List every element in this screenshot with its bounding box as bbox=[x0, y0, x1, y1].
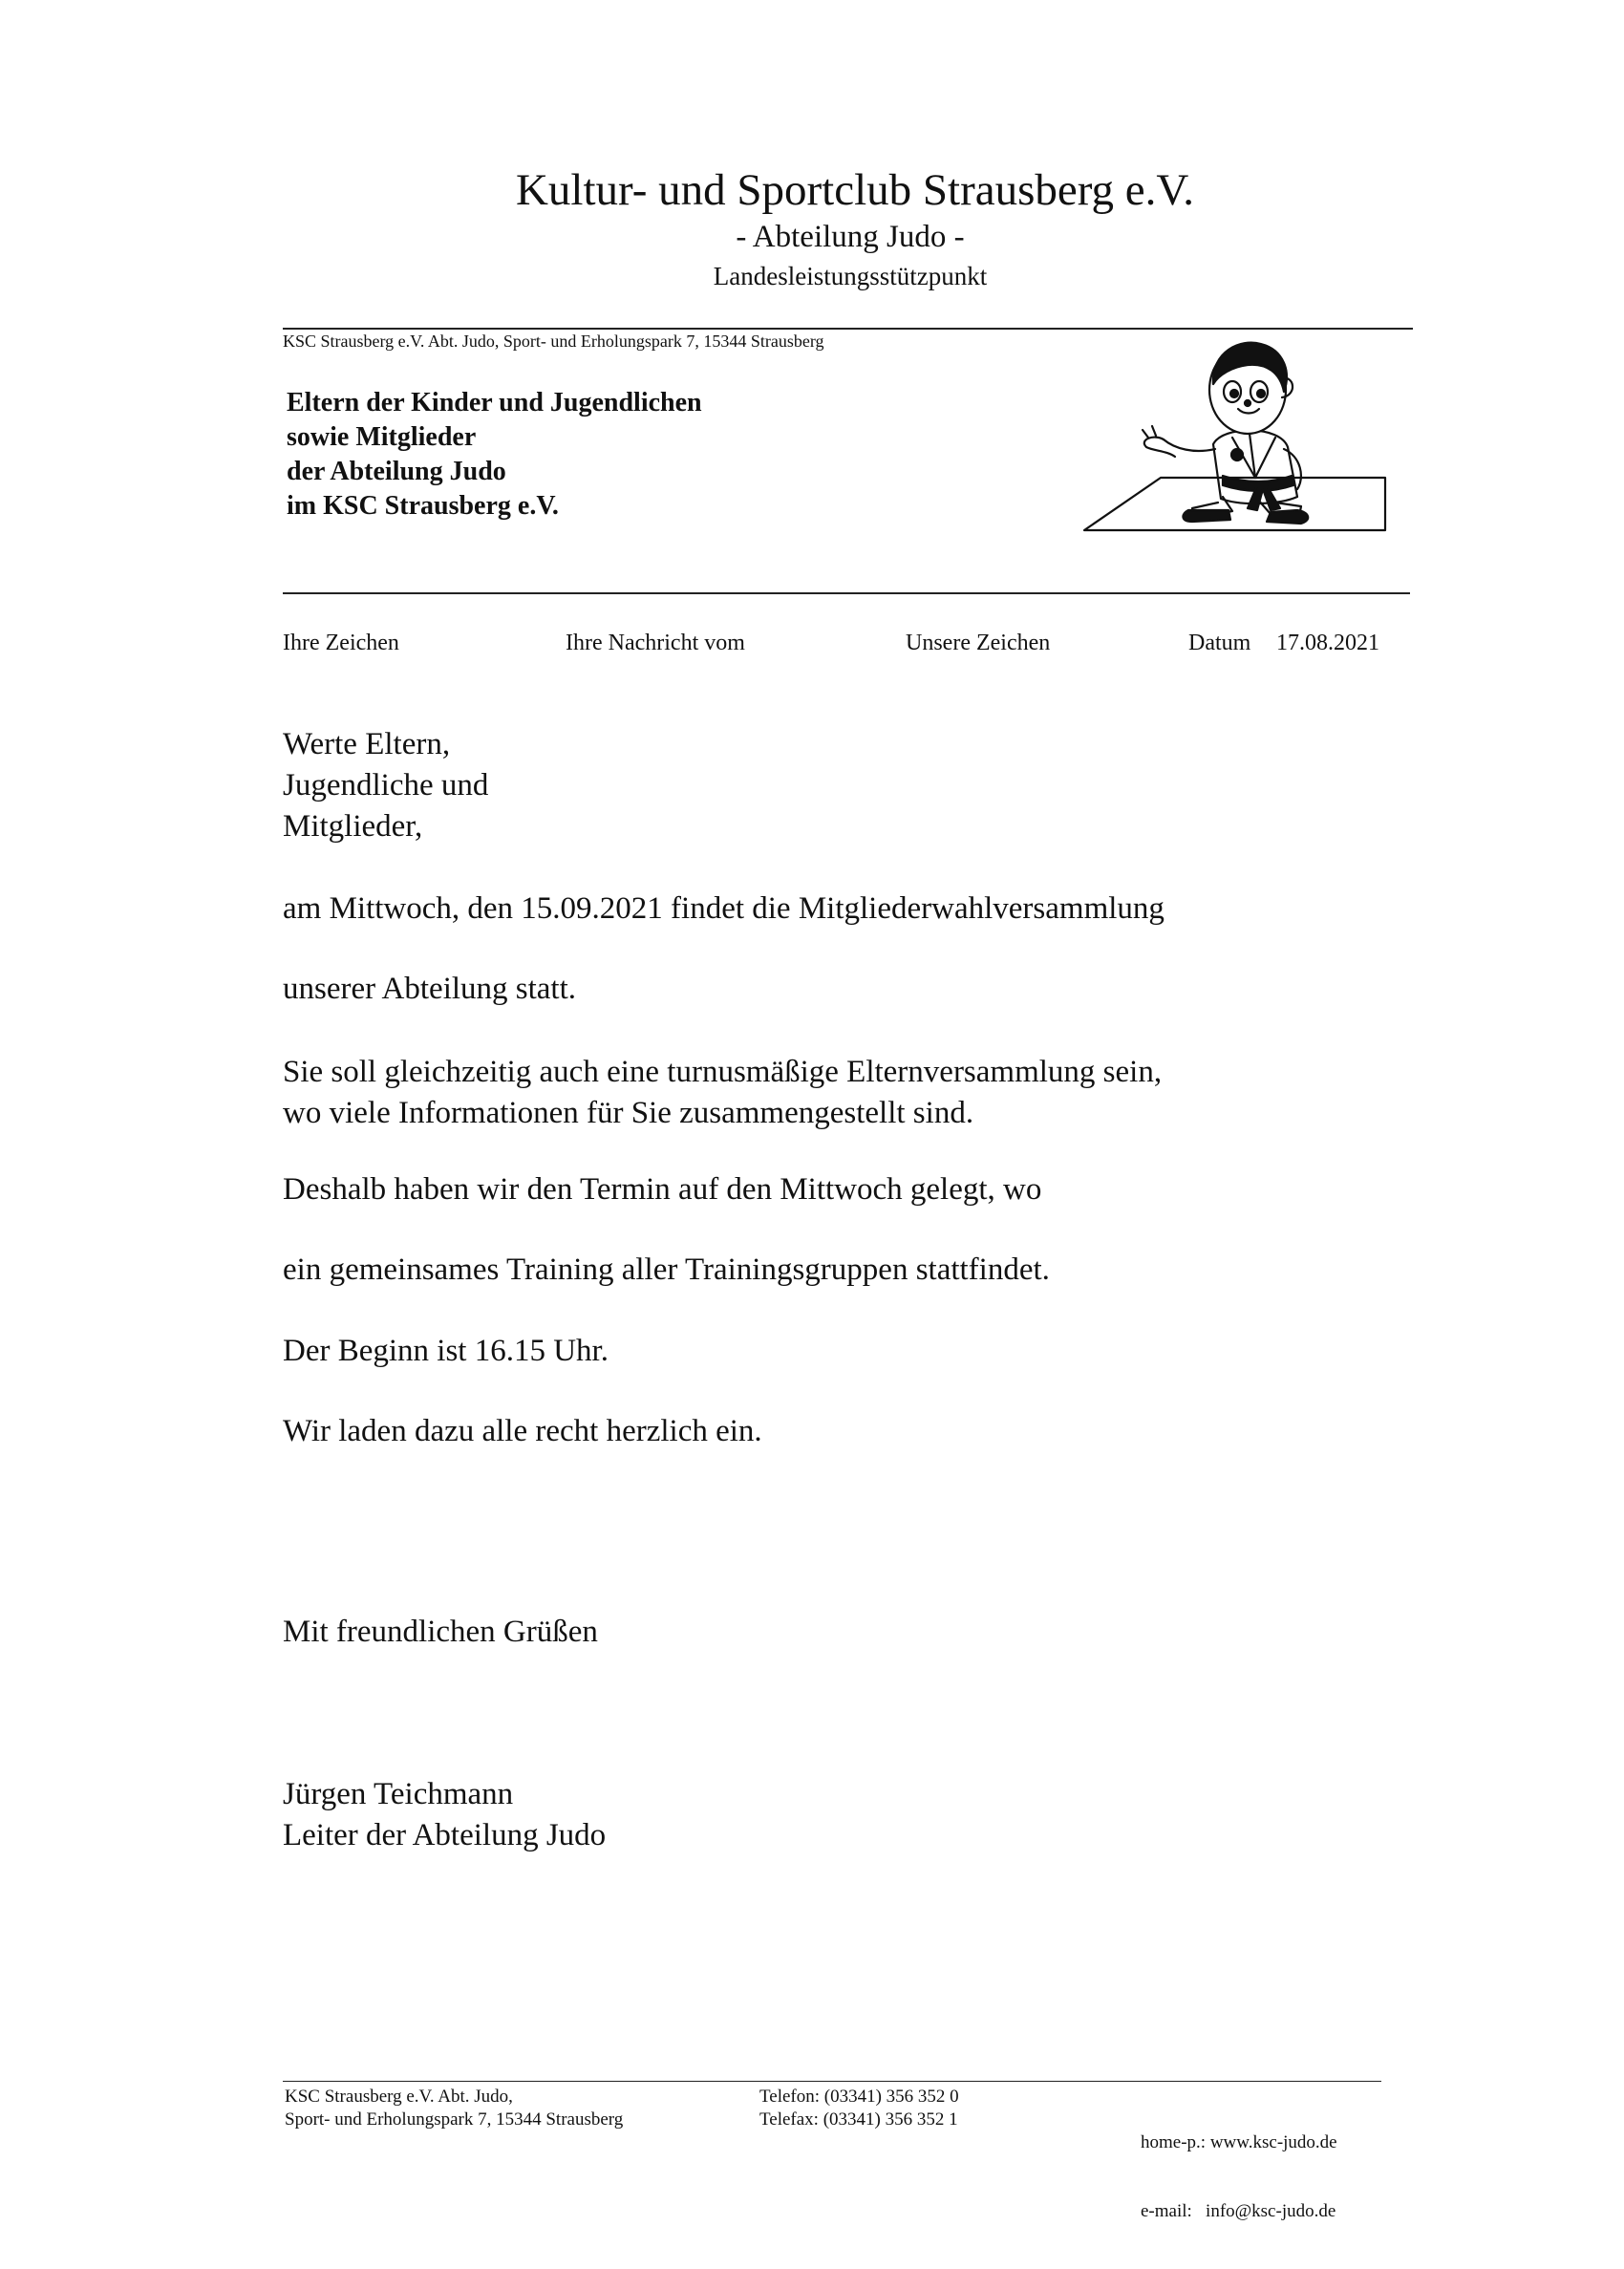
paragraph-3 bbox=[283, 1052, 1162, 1134]
footer-address-line: KSC Strausberg e.V. Abt. Judo, bbox=[285, 2087, 513, 2107]
recipient-address bbox=[287, 386, 702, 524]
paragraph-2: unserer Abteilung statt. bbox=[283, 972, 577, 1006]
paragraph-4: Deshalb haben wir den Termin auf den Mittwoch gelegt, wo bbox=[283, 1172, 1042, 1207]
footer-address bbox=[285, 2086, 623, 2131]
signer-name: Jürgen Teichmann bbox=[283, 1777, 514, 1811]
salutation-line: Mitglieder, bbox=[283, 809, 423, 844]
department-subtitle: - Abteilung Judo - bbox=[736, 220, 965, 254]
club-tagline: Landesleistungsstützpunkt bbox=[713, 262, 988, 290]
closing: Mit freundlichen Grüßen bbox=[283, 1615, 598, 1649]
salutation-line: Werte Eltern, bbox=[283, 727, 451, 761]
footer-fax-line: Telefax: (03341) 356 352 1 bbox=[759, 2109, 958, 2130]
paragraph-6: Der Beginn ist 16.15 Uhr. bbox=[283, 1334, 609, 1368]
paragraph-7: Wir laden dazu alle recht herzlich ein. bbox=[283, 1414, 762, 1448]
salutation-line: Jugendliche und bbox=[283, 768, 489, 803]
salutation bbox=[283, 724, 488, 847]
footer-phone-line: Telefon: (03341) 356 352 0 bbox=[759, 2087, 959, 2107]
ref-ihre-nachricht: Ihre Nachricht vom bbox=[566, 631, 745, 655]
footer-phone bbox=[759, 2086, 959, 2131]
club-title: Kultur- und Sportclub Strausberg e.V. bbox=[515, 165, 1195, 215]
ref-unsere-zeichen: Unsere Zeichen bbox=[906, 631, 1051, 655]
paragraph-5: ein gemeinsames Training aller Trainingsgruppen stattfindet. bbox=[283, 1252, 1050, 1287]
footer-homepage-line: home-p.: www.ksc-judo.de bbox=[1141, 2132, 1337, 2152]
recipient-line: im KSC Strausberg e.V. bbox=[287, 491, 559, 521]
sender-line: KSC Strausberg e.V. Abt. Judo, Sport- und Erholungspark 7, 15344 Strausberg bbox=[283, 332, 824, 351]
recipient-line: Eltern der Kinder und Jugendlichen bbox=[287, 388, 702, 417]
ref-datum-value: 17.08.2021 bbox=[1276, 631, 1379, 655]
address-rule bbox=[283, 592, 1410, 594]
recipient-line: der Abteilung Judo bbox=[287, 457, 506, 486]
paragraph-3-line: wo viele Informationen für Sie zusammengestellt sind. bbox=[283, 1096, 974, 1130]
signer-title: Leiter der Abteilung Judo bbox=[283, 1818, 607, 1852]
footer-address-line: Sport- und Erholungspark 7, 15344 Strausberg bbox=[285, 2109, 624, 2130]
footer-rule bbox=[283, 2081, 1381, 2082]
footer-web bbox=[1141, 2086, 1337, 2269]
footer-email-line: e-mail: info@ksc-judo.de bbox=[1141, 2201, 1336, 2221]
judo-mascot-icon bbox=[1079, 334, 1409, 535]
ref-datum-label: Datum bbox=[1188, 631, 1251, 655]
paragraph-3-line: Sie soll gleichzeitig auch eine turnusmäßige Elternversammlung sein, bbox=[283, 1055, 1163, 1089]
paragraph-1: am Mittwoch, den 15.09.2021 findet die Mitgliederwahlversammlung bbox=[283, 891, 1165, 926]
ref-ihre-zeichen: Ihre Zeichen bbox=[283, 631, 399, 655]
recipient-line: sowie Mitglieder bbox=[287, 422, 477, 452]
header-rule bbox=[283, 328, 1413, 330]
